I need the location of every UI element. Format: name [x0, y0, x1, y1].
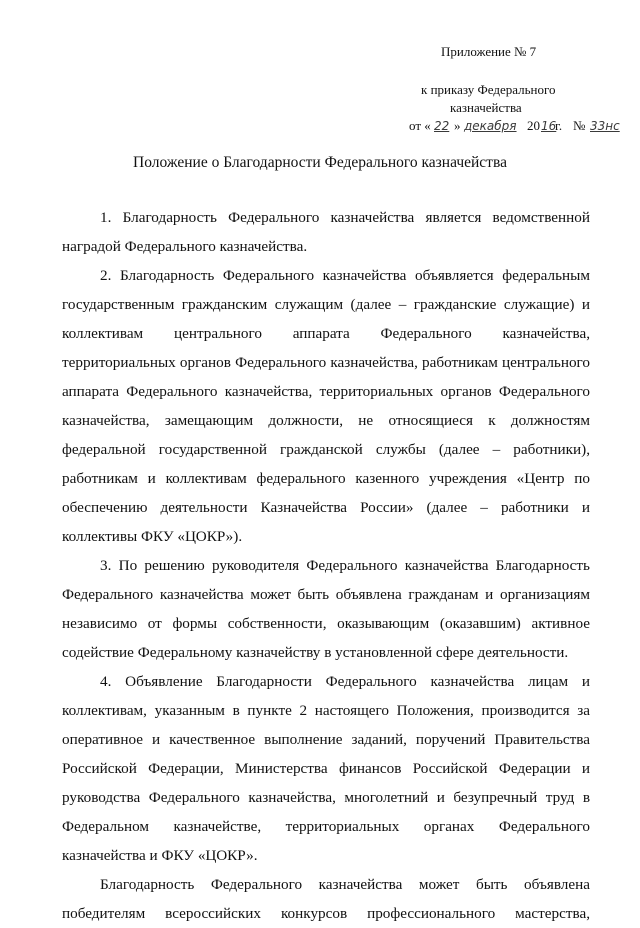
paragraph-5: Благодарность Федерального казначейства может быть объявлена победителям всероссийских конкурсов профессионального мастерства,	[62, 876, 590, 922]
document-body	[62, 203, 590, 928]
appendix-label: Приложение № 7	[441, 44, 537, 59]
date-g: г.	[555, 118, 563, 133]
date-prefix: от «	[409, 118, 431, 133]
date-year-suffix-handwritten: 16	[541, 119, 557, 133]
order-reference: к приказу Федерального	[421, 82, 556, 97]
date-day-handwritten: 22	[434, 119, 450, 133]
date-day-close: »	[454, 118, 461, 133]
paragraph-4: 4. Объявление Благодарности Федерального казначейства лицам и коллективам, указанным в пункте 2 настоящего Положения, производится за оперативное и качественное выполнение заданий, поручений Правительства Российской Федерации, Министерства финансов Российской Федерации и руководства Федерального казначейства, многолетний и безупречный труд в Федеральном казначействе, территориальных органах Федерального казначейства и ФКУ «ЦОКР».	[62, 673, 590, 864]
order-number-handwritten: 33нс	[590, 119, 620, 133]
document-title: Положение о Благодарности Федерального казначейства	[133, 154, 507, 171]
date-year: 20	[527, 118, 540, 133]
paragraph-2: 2. Благодарность Федерального казначейства объявляется федеральным государственным гражданским служащим (далее – гражданские служащие) и коллективам центрального аппарата Федерального казначейства, территориальных органов Федерального казначейства, работникам центрального аппарата Федерального казначейства, территориальных органов Федерального казначейства, замещающим должности, не относящиеся к должностям федеральной государственной гражданской службы (далее – работники), работникам и коллективам федерального казенного учреждения «Центр по обеспечению деятельности Казначейства России» (далее – работники и коллективы ФКУ «ЦОКР»).	[62, 267, 590, 545]
number-prefix: №	[573, 118, 586, 133]
paragraph-1: 1. Благодарность Федерального казначейства является ведомственной наградой Федерального казначейства.	[62, 209, 590, 255]
paragraph-3: 3. По решению руководителя Федерального казначейства Благодарность Федерального казначейства может быть объявлена гражданам и организациям независимо от формы собственности, оказывающим (оказавшим) активное содействие Федеральному казначейству в установленной сфере деятельности.	[62, 557, 590, 661]
order-issuer: казначейства	[450, 100, 522, 115]
date-month-handwritten: декабря	[464, 119, 517, 133]
